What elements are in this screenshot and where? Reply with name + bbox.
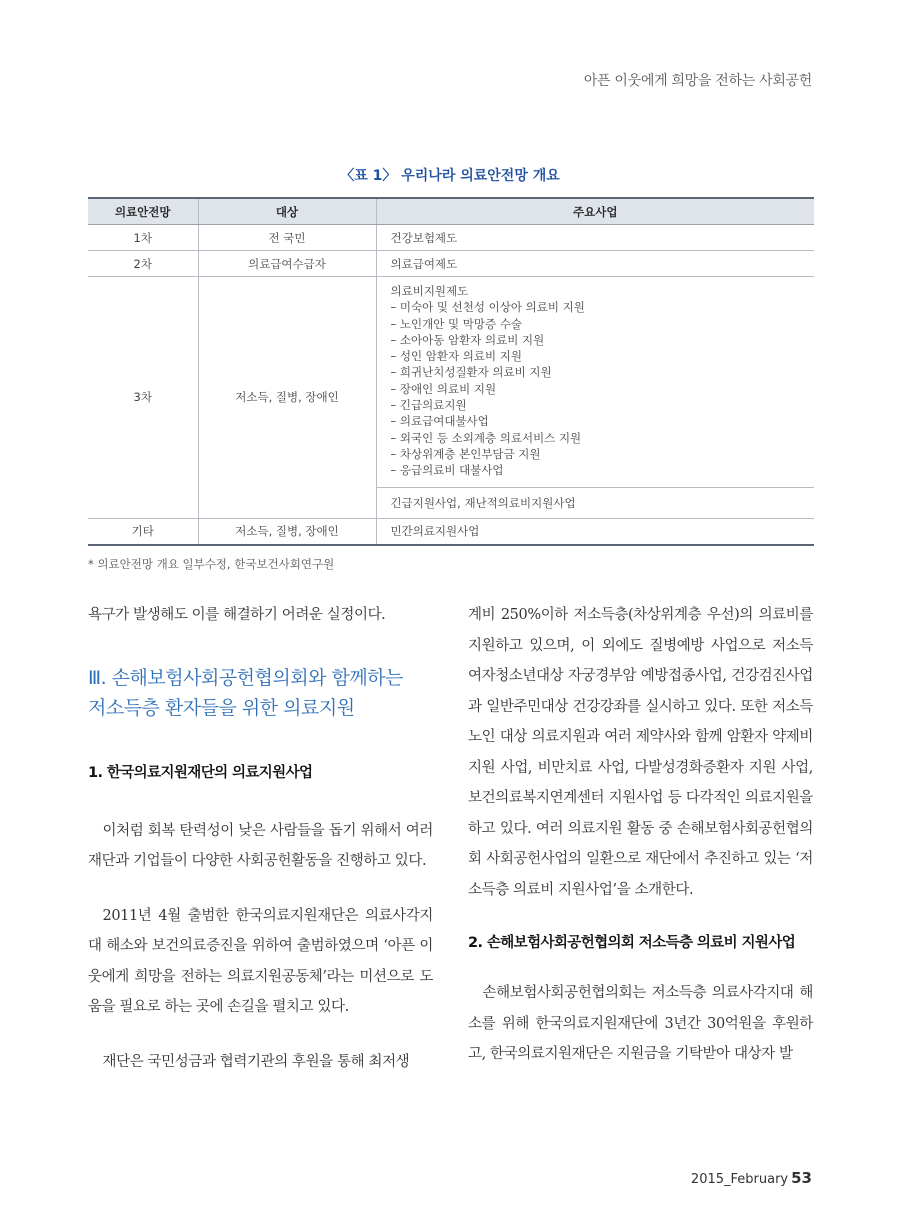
table-row	[88, 251, 814, 277]
paragraph: 욕구가 발생해도 이를 해결하기 어려운 실정이다.	[88, 607, 386, 623]
page-footer	[691, 1168, 812, 1187]
cell-programs: 민간의료지원사업	[376, 518, 814, 545]
cell-target: 전 국민	[198, 225, 376, 251]
running-header: 아픈 이웃에게 희망을 전하는 사회공헌	[583, 73, 812, 89]
subheading: 1. 한국의료지원재단의 의료지원사업	[88, 764, 313, 781]
cell-tier: 1차	[88, 225, 198, 251]
paragraph: 계비 250%이하 저소득층(차상위계층 우선)의 의료비를 지원하고 있으며, 이 외에도 질병예방 사업으로 저소득 여자청소년대상 자궁경부암 예방접종사업, 건강검진사업과 일반주민대상 건강강좌를 실시하고 있다. 또한 저소득 노인 대상 의료지원과 여러 제약사와 함께 암환자 약제비 지원 사업, 비만치료 사업, 다발성경화증환자 지원 사업, 보건의료복지연계센터 지원사업 등 다각적인 의료지원을 하고 있다. 여러 의료지원 활동 중 손해보험사회공헌협의회 사회공헌사업의 일환으로 재단에서 추진하고 있는 ‘저소득층 의료비 지원사업’을 소개한다.	[468, 607, 813, 898]
cell-programs: 의료급여제도	[376, 251, 814, 277]
cell-tier: 2차	[88, 251, 198, 277]
table-footnote: * 의료안전망 개요 일부수정, 한국보건사회연구원	[88, 557, 335, 571]
cell-program-list	[376, 277, 814, 488]
list-item: – 소아아동 암환자 의료비 지원	[390, 332, 545, 347]
col-header-target: 대상	[198, 198, 376, 225]
list-item: – 미숙아 및 선천성 이상아 의료비 지원	[390, 300, 585, 315]
cell-target: 저소득, 질병, 장애인	[198, 277, 376, 519]
section-heading-line: 저소득층 환자들을 위한 의료지원	[88, 696, 355, 719]
list-item: – 긴급의료지원	[390, 398, 467, 413]
table-caption: 〈표 1〉 우리나라 의료안전망 개요	[340, 168, 560, 184]
table-row	[88, 518, 814, 545]
paragraph: 2011년 4월 출범한 한국의료지원재단은 의료사각지대 해소와 보건의료증진을 위하여 출범하였으며 ‘아픈 이웃에게 희망을 전하는 의료지원공동체’라는 미션으로 도움을 필요로 하는 곳에 손길을 펼치고 있다.	[88, 907, 433, 1015]
cell-programs: 긴급지원사업, 재난적의료비지원사업	[376, 487, 814, 518]
cell-target: 저소득, 질병, 장애인	[198, 518, 376, 545]
cell-tier: 기타	[88, 518, 198, 545]
list-item: – 차상위계층 본인부담금 지원	[390, 446, 541, 461]
program-list-title: 의료비지원제도	[390, 284, 469, 298]
issue-label: 2015_February	[690, 1172, 789, 1187]
section-heading-line: Ⅲ. 손해보험사회공헌협의회와 함께하는	[88, 666, 403, 689]
paragraph: 손해보험사회공헌협의회는 저소득층 의료사각지대 해소를 위해 한국의료지원재단에 3년간 30억원을 후원하고, 한국의료지원재단은 지원금을 기탁받아 대상자 발	[468, 985, 813, 1062]
left-column	[88, 600, 433, 1077]
col-header-programs: 주요사업	[376, 198, 814, 225]
list-item: – 성인 암환자 의료비 지원	[390, 349, 522, 364]
cell-programs: 건강보험제도	[376, 225, 814, 251]
table-header-row	[88, 198, 814, 225]
medical-safety-net-table	[88, 197, 814, 546]
paragraph: 재단은 국민성금과 협력기관의 후원을 통해 최저생	[102, 1053, 410, 1070]
paragraph: 이처럼 회복 탄력성이 낮은 사람들을 돕기 위해서 여러 재단과 기업들이 다양한 사회공헌활동을 진행하고 있다.	[88, 822, 433, 869]
list-item: – 노인개안 및 막망증 수술	[390, 316, 522, 331]
list-item: – 장애인 의료비 지원	[390, 381, 497, 396]
table-row	[88, 277, 814, 488]
subheading: 2. 손해보험사회공헌협의회 저소득층 의료비 지원사업	[468, 935, 796, 951]
section-heading	[88, 663, 433, 723]
cell-target: 의료급여수급자	[198, 251, 376, 277]
cell-tier: 3차	[88, 277, 198, 519]
right-column	[468, 600, 813, 1070]
page-number: 53	[791, 1169, 812, 1187]
list-item: – 외국인 등 소외계층 의료서비스 지원	[390, 430, 582, 445]
list-item: – 희귀난치성질환자 의료비 지원	[390, 365, 552, 380]
program-list	[391, 277, 801, 487]
list-item: – 의료급여대불사업	[390, 414, 489, 429]
col-header-tier: 의료안전망	[88, 198, 198, 225]
table-row	[88, 225, 814, 251]
list-item: – 응급의료비 대불사업	[390, 463, 504, 478]
